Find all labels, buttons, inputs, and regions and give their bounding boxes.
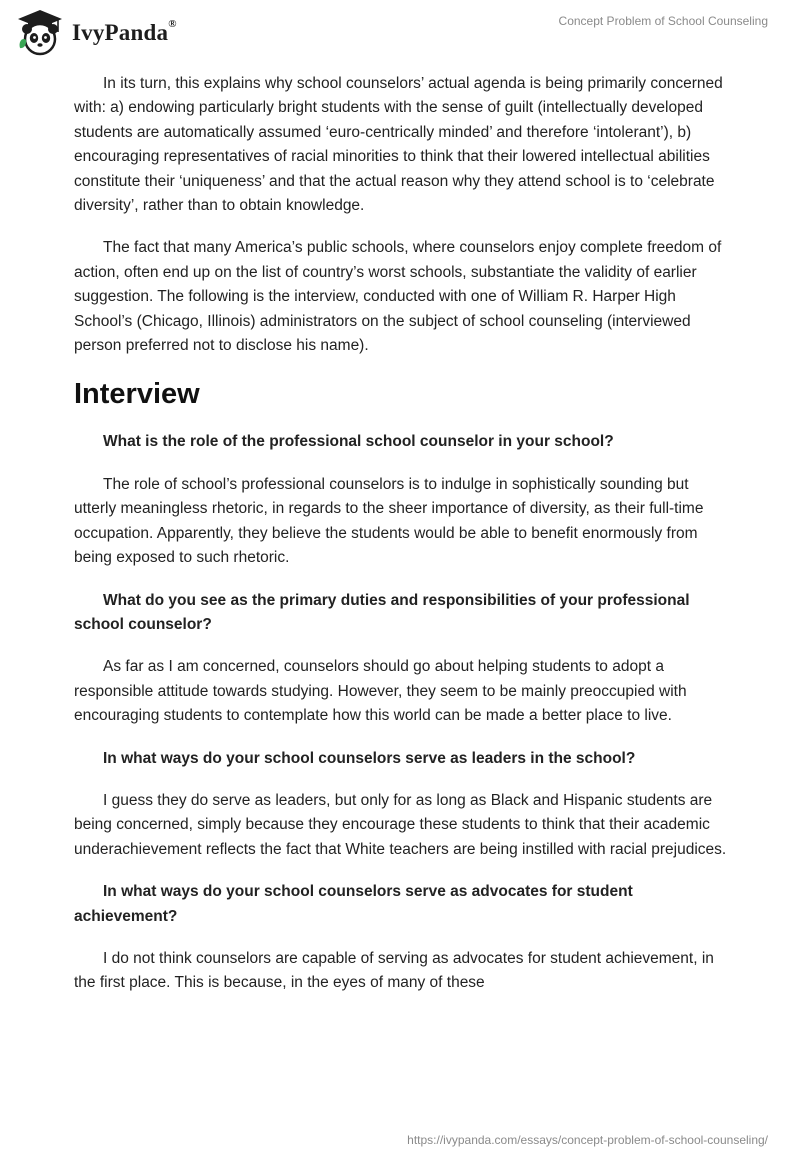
interview-question-3: In what ways do your school counselors serve as leaders in the school? [103, 749, 636, 767]
essay-content [74, 72, 734, 1014]
source-url-link[interactable]: https://ivypanda.com/essays/concept-problem-of-school-counseling/ [407, 1133, 768, 1147]
registered-mark: ® [168, 18, 177, 30]
interview-question-2: What do you see as the primary duties and responsibilities of your professional school counselor? [74, 591, 690, 633]
ivypanda-logo[interactable] [14, 8, 177, 56]
panda-graduation-icon [14, 8, 66, 56]
brand-name: IvyPanda® [72, 18, 177, 45]
interview-answer-3: I guess they do serve as leaders, but only for as long as Black and Hispanic students are being concerned, simply because they encourage these students to think that their academic underachievement reflects the fact that White teachers are being instilled with racial prejudices. [74, 791, 727, 858]
section-heading-interview: Interview [74, 378, 200, 411]
interview-answer-4: I do not think counselors are capable of serving as advocates for student achievement, in the first place. This is because, in the eyes of many of these [74, 949, 714, 992]
interview-question-1: What is the role of the professional school counselor in your school? [103, 433, 614, 451]
page-header [0, 0, 800, 60]
paragraph-2: The fact that many America’s public schools, where counselors enjoy complete freedom of action, often end up on the list of country’s worst schools, substantiate the validity of earlier suggestion. The following is the interview, conducted with one of William R. Harper High School’s (Chicago, Illinois) administrators on the subject of school counseling (interviewed person preferred not to disclose his name). [74, 239, 722, 355]
interview-question-4: In what ways do your school counselors serve as advocates for student achievement? [74, 883, 633, 925]
paragraph-1: In its turn, this explains why school counselors’ actual agenda is being primarily concerned with: a) endowing particularly bright students with the sense of guilt (intellectually developed students are automatically assumed ‘euro-centrically minded’ and therefore ‘intolerant’), b) encouraging representatives of racial minorities to think that their lowered intellectual abilities constitute their ‘uniqueness’ and that the actual reason why they attend school is to ‘celebrate diversity’, rather than to obtain knowledge. [74, 75, 723, 215]
document-title: Concept Problem of School Counseling [558, 14, 768, 28]
interview-answer-2: As far as I am concerned, counselors should go about helping students to adopt a responsible attitude towards studying. However, they seem to be mainly preoccupied with encouraging students to contemplate how this world can be made a better place to live. [74, 658, 687, 725]
interview-answer-1: The role of school’s professional counselors is to indulge in sophistically sounding but utterly meaningless rhetoric, in regards to the sheer importance of diversity, as their full-time occupation. Apparently, they believe the students would be able to benefit enormously from being exposed to such rhetoric. [74, 475, 704, 567]
